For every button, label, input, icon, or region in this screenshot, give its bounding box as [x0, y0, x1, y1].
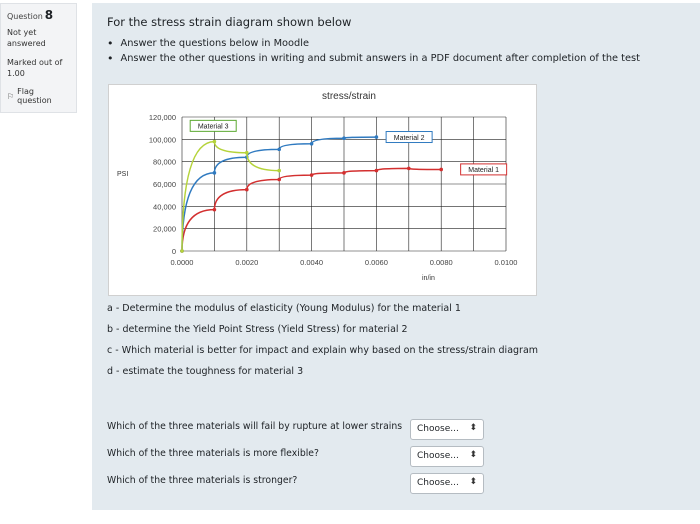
- question-a: a - Determine the modulus of elasticity (Young Modulus) for the material 1: [107, 303, 461, 314]
- series-point-1: [310, 173, 314, 177]
- flag-question-button[interactable]: [7, 87, 70, 105]
- series-point-2: [342, 136, 346, 140]
- chart-y-tick-label: 120,000: [148, 113, 176, 122]
- chart-x-tick-label: 0.0080: [429, 258, 453, 267]
- chart-y-tick-label: 0: [171, 247, 176, 256]
- sub-question-3: Which of the three materials is stronger?: [107, 475, 298, 486]
- question-content: [92, 3, 700, 510]
- series-point-2: [310, 142, 314, 146]
- select-value: Choose...: [417, 451, 459, 461]
- sub-question-3-select[interactable]: [410, 473, 484, 494]
- chart-y-axis-label: PSI: [117, 170, 129, 178]
- status-line1: Not yet: [7, 28, 37, 37]
- series-point-1: [245, 188, 249, 192]
- series-point-1: [439, 168, 443, 172]
- series-point-3: [180, 249, 184, 253]
- sub-question-1: Which of the three materials will fail by rupture at lower strains: [107, 421, 403, 432]
- select-caret-icon: ⬍: [469, 423, 477, 433]
- marked-out-of-label: Marked out of: [7, 58, 63, 67]
- chart-x-tick-label: 0.0000: [170, 258, 194, 267]
- series-point-1: [375, 169, 379, 173]
- stress-strain-chart: [108, 84, 537, 296]
- question-b: b - determine the Yield Point Stress (Yield Stress) for material 2: [107, 324, 408, 335]
- chart-y-tick-label: 80,000: [153, 157, 176, 167]
- flag-icon: ⚐: [7, 91, 15, 101]
- question-c: c - Which material is better for impact and explain why based on the stress/strain diagram: [107, 345, 539, 356]
- select-value: Choose...: [417, 478, 459, 488]
- select-caret-icon: ⬍: [469, 450, 477, 460]
- question-label: Question: [7, 12, 43, 21]
- chart-x-axis-label: in/in: [422, 275, 435, 282]
- instruction-text: Answer the other questions in writing and submit answers in a PDF document after completion of the test: [120, 53, 640, 64]
- series-point-1: [213, 208, 217, 212]
- chart-x-tick-label: 0.0040: [300, 258, 324, 267]
- chart-x-tick-label: 0.0060: [364, 258, 388, 267]
- question-number: 8: [44, 8, 54, 22]
- question-d: d - estimate the toughness for material 3: [107, 366, 304, 377]
- series-point-3: [245, 151, 249, 155]
- series-point-2: [375, 135, 379, 139]
- chart-svg: [109, 85, 538, 297]
- chart-annotation-label: Material 2: [393, 134, 425, 142]
- question-prompt: For the stress strain diagram shown below: [107, 15, 352, 29]
- sub-question-2-select[interactable]: [410, 446, 484, 467]
- question-number-label: [7, 8, 70, 22]
- instruction-text: Answer the questions below in Moodle: [120, 38, 309, 49]
- series-point-2: [213, 171, 217, 175]
- sub-question-2: Which of the three materials is more flexible?: [107, 448, 319, 459]
- chart-annotation-label: Material 1: [468, 167, 500, 175]
- series-point-3: [213, 140, 217, 144]
- flag-question-label: Flag question: [17, 87, 52, 105]
- chart-annotation-label: Material 3: [197, 123, 229, 131]
- status-line2: answered: [7, 39, 46, 48]
- instruction-list: [107, 36, 640, 66]
- chart-title: stress/strain: [322, 91, 376, 102]
- series-point-3: [277, 169, 281, 173]
- chart-y-tick-label: 60,000: [153, 180, 176, 189]
- series-point-1: [342, 171, 346, 175]
- marked-out-of-value: 1.00: [7, 69, 25, 78]
- select-value: Choose...: [417, 424, 459, 434]
- chart-y-tick-label: 20,000: [153, 224, 176, 234]
- series-point-1: [277, 178, 281, 182]
- chart-y-tick-label: 100,000: [148, 135, 176, 145]
- series-point-1: [407, 167, 411, 171]
- chart-y-tick-label: 40,000: [153, 202, 176, 212]
- select-caret-icon: ⬍: [469, 477, 477, 487]
- instruction-item: • Answer the questions below in Moodle: [107, 37, 309, 50]
- chart-x-tick-label: 0.0100: [494, 258, 518, 267]
- series-point-2: [277, 148, 281, 152]
- sub-question-1-select[interactable]: [410, 419, 484, 440]
- chart-x-tick-label: 0.0020: [235, 258, 259, 267]
- instruction-item: • Answer the other questions in writing and submit answers in a PDF document after completion of the test: [107, 52, 640, 65]
- question-info-panel: [0, 3, 77, 113]
